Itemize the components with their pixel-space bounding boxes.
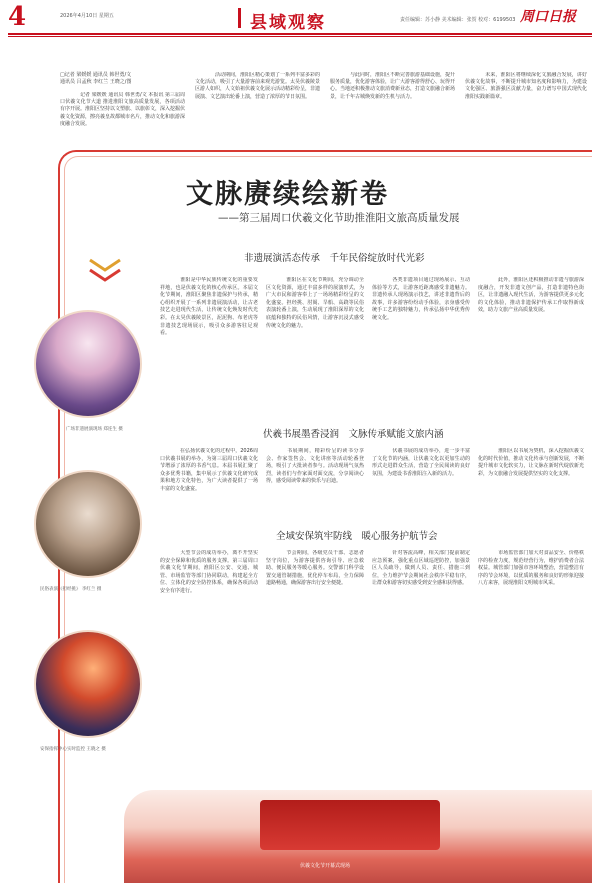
paragraph: 淮阳是中华民族传统文化的重要发祥地，也是伏羲文化的核心传承区。本届文化节期间，淮阳区聚焦非遗保护与传承，精心组织开展了一系列非遗展演活动，让古老技艺走进现代生活，让传统文化焕发时代光彩。在太昊伏羲陵景区，泥泥狗、布老虎等非遗技艺现场展示，吸引众多游客驻足观看。	[160, 277, 258, 337]
chevron-down-icon	[88, 258, 122, 284]
photo-dance-performance	[34, 470, 142, 578]
section-2-col-4	[478, 448, 584, 540]
section-heading-2: 伏羲书展墨香浸润 文脉传承赋能文旅内涵	[263, 429, 444, 440]
page-number: 4	[8, 2, 27, 32]
stage-caption: 伏羲文化节开幕式现场	[300, 863, 351, 869]
photo-caption-2: 民俗表演《担经挑》 李红兰 摄	[40, 587, 102, 592]
photo-caption-1: 广场非遗展演现场 郑连生 摄	[66, 427, 123, 432]
page-header	[0, 0, 600, 40]
paragraph: 未来，淮阳区将继续深化文旅融合发展，讲好伏羲文化故事，不断提升城市知名度和影响力，为建设文化强区、旅游强区贡献力量，奋力谱写中国式现代化淮阳实践新篇章。	[465, 72, 587, 100]
section-3-col-1	[160, 550, 258, 782]
feature-subtitle: ——第三届周口伏羲文化节助推淮阳文旅高质量发展	[218, 212, 460, 224]
section-3-col-4	[478, 550, 584, 782]
top-article-col-4	[465, 72, 587, 150]
paragraph: 活动期间，淮阳区精心策划了一系列丰富多彩的文化活动，吸引了大量游客前来观光游览。太昊伏羲陵景区游人如织，人文始祖伏羲文化展示活动精彩纷呈，非遗展演、文艺演出轮番上演，营造了浓厚的节日氛围。	[195, 72, 320, 100]
section-1-col-2	[266, 277, 364, 447]
section-title: 县域观察	[250, 13, 326, 33]
paragraph: 淮阳区在文化节期间，充分调动全区文化资源，通过丰富多样的展演形式，为广大市民和游客奉上了一场场精彩纷呈的文化盛宴。担经挑、肘阁、旱船、高跷等民俗表演轮番上演，生动展现了淮阳深厚的文化底蕴和独特的民俗风情，让游客沉浸式感受传统文化的魅力。	[266, 277, 364, 329]
section-2-col-3	[372, 448, 470, 540]
paragraph: 各类非遗项目通过现场展示、互动体验等方式，让游客近距离感受非遗魅力。非遗传承人现场演示技艺，讲述非遗背后的故事，许多游客纷纷动手体验，亲身感受传统手工艺的独特魅力，传承弘扬中华优秀传统文化。	[372, 277, 470, 321]
header-rule-thin	[8, 36, 592, 37]
newspaper-masthead: 周口日报	[520, 9, 576, 25]
paragraph: 书展期间，精彩纷呈的读书分享会、作家签售会、文化讲座等活动轮番登场，吸引了大批读者参与。活动现场气氛热烈，读者们与作家面对面交流，分享阅读心得，感受阅读带来的快乐与启迪。	[266, 448, 364, 485]
paragraph: 记者 梁媛媛 通讯员 韩世勇/文 本报讯 第三届周口伏羲文化节大道 推进淮阳文旅高质量发展，各项活动有序开展。淮阳区坚持以文塑旅、以旅彰文，深入挖掘伏羲文化资源，擦亮羲皇故都城市名片，推动文化和旅游深度融合发展。	[60, 92, 185, 127]
paragraph: 节会期间，各级党员干部、志愿者坚守岗位，为游客提供咨询引导、应急救助、便民服务等暖心服务。交警部门科学设置交通管制措施，优化停车布局，全力保障道路畅通，确保游客出行安全便捷。	[266, 550, 364, 587]
stage-screen	[260, 800, 440, 850]
section-1-col-3	[372, 277, 470, 447]
section-heading-3: 全域安保筑牢防线 暖心服务护航节会	[276, 531, 438, 542]
section-2-col-1	[160, 448, 258, 540]
top-article-byline: □记者 梁媛媛 通讯员 韩世勇/文 通讯员 吕孟秋 李红兰 王晓之/图	[60, 72, 132, 85]
header-rule	[8, 33, 592, 35]
top-article-col-3	[330, 72, 455, 150]
paragraph: 此外，淮阳区还积极推动非遗与旅游深度融合，开发非遗文创产品，打造非遗特色街区，让非遗融入现代生活，为游客提供更多元化的文化体验，推动非遗保护传承工作取得新成效，助力文旅产业高质量发展。	[478, 277, 584, 314]
photo-caption-3: 安保指挥中心实时监控 王晓之 摄	[40, 747, 106, 752]
section-2-col-2	[266, 448, 364, 540]
section-1-col-4	[478, 277, 584, 447]
paragraph: 市场监管部门加大对食品安全、价格秩序的检查力度，规范经营行为，维护消费者合法权益。城管部门加强市容环境整治，营造整洁有序的节会环境，以优质的服务和良好的形象迎接八方来客，展现淮阳文明城市风采。	[478, 550, 584, 587]
section-3-col-3	[372, 550, 470, 782]
feature-title: 文脉赓续绘新卷	[186, 179, 389, 210]
top-article-col-1	[60, 92, 185, 150]
top-article-col-2	[195, 72, 320, 150]
paragraph: 与此同时，淮阳区不断完善旅游基础设施，提升服务质量，优化游客体验，让广大游客游得舒心、玩得开心。当地还积极推动文旅消费新业态，打造文旅融合新场景，让千年古城焕发新的生机与活力。	[330, 72, 455, 100]
photo-folk-performance	[34, 310, 142, 418]
photo-security-center	[34, 630, 142, 738]
section-title-bar	[238, 8, 241, 28]
top-article	[60, 72, 590, 152]
paragraph: 大型节会的成功举办，离不开坚实的安全保障和优质的服务支撑。第三届周口伏羲文化节期间，淮阳区公安、交通、城管、市场监管等部门协同联动，构建起全方位、立体化的安全防控体系，确保各项活动安全有序进行。	[160, 550, 258, 594]
paragraph: 在弘扬伏羲文化的过程中，2026周口伏羲书展的举办，为第三届周口伏羲文化节增添了浓厚的书香气息。本届书展汇聚了众多优秀书籍，集中展示了伏羲文化研究成果和地方文化特色，为广大读者提供了一场丰富的文化盛宴。	[160, 448, 258, 492]
section-heading-1: 非遗展演活态传承 千年民俗绽放时代光彩	[244, 253, 425, 264]
editor-line: 责任编辑：苏小静 美术编辑：张贺 校对：6199503	[400, 17, 516, 23]
date-line: 2026年4月10日 星期五	[60, 13, 114, 19]
section-3-col-2	[266, 550, 364, 782]
paragraph: 伏羲书展的成功举办，进一步丰富了文化节的内涵，让伏羲文化以更加生动的形式走进群众生活，营造了全民阅读的良好氛围，为建设书香淮阳注入新的活力。	[372, 448, 470, 477]
paragraph: 针对客流高峰，相关部门提前制定应急预案，强化重点区域巡逻防控，加强景区人员疏导，做到人员、责任、措施三到位，全力维护节会期间社会秩序平稳有序，让群众和游客切实感受到安全感和获得感。	[372, 550, 470, 587]
paragraph: 淮阳区以书展为契机，深入挖掘伏羲文化的时代价值，推动文化传承与创新发展，不断提升城市文化软实力，让文脉在新时代绽放新光彩，为文旅融合发展提供坚实的文化支撑。	[478, 448, 584, 477]
section-1-col-1	[160, 277, 258, 447]
